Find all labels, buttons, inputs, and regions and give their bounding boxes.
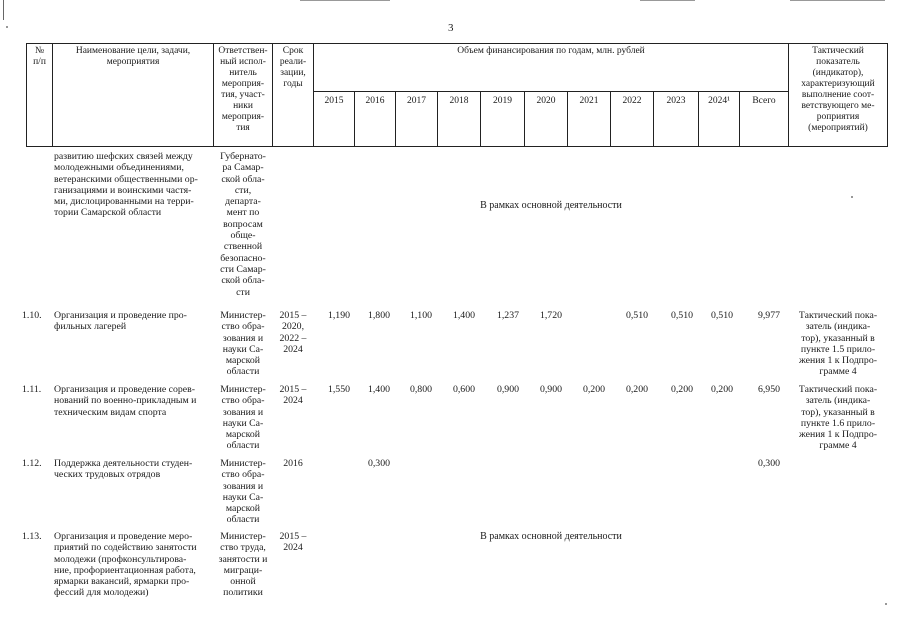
value-cell: 0,900: [496, 384, 519, 395]
value-cell: 0,200: [582, 384, 605, 395]
row-indicator: Тактический пока- затель (индика- тор), указанный в пункте 1.5 прило- жения 1 к Подпро- грамме 4: [798, 310, 878, 378]
row-number: 1.12.: [22, 458, 42, 469]
value-cell: 9,977: [757, 310, 780, 321]
year-header: 2024¹: [708, 96, 730, 106]
binding-mark: [3, 0, 4, 20]
row-note: В рамках основной деятельности: [480, 531, 622, 542]
row-name: Организация и проведение меро- приятий по содействию занятости молодежи (профконсультирова- ние, профориентационная работа, ярмарки вакансий, ярмарки про- фессий для молодежи): [54, 531, 197, 599]
header-name: Наименование цели, задачи, мероприятия: [75, 46, 191, 67]
scan-edge-mark: [640, 0, 695, 1]
row-term: 2016: [283, 458, 303, 469]
value-cell: 6,950: [757, 384, 780, 395]
header-num: № п/п: [33, 46, 46, 67]
row-name: развитию шефских связей между молодежными объединениями, ветеранскими общественными ор- ганизациями и воинскими частя- ми, дислоцированными на терри- тории Самарской области: [54, 151, 198, 219]
value-cell: 1,550: [327, 384, 350, 395]
year-header: 2020: [536, 96, 556, 106]
value-cell: 0,510: [670, 310, 693, 321]
row-executor: Министер- ство обра- зования и науки Са- марской области: [220, 310, 266, 378]
col-border: [887, 43, 888, 147]
row-note: В рамках основной деятельности: [480, 200, 622, 211]
row-number: 1.11.: [22, 384, 42, 395]
row-name: Организация и проведение про- фильных лагерей: [54, 310, 187, 333]
row-executor: Министер- ство обра- зования и науки Са- марской области: [220, 458, 266, 526]
value-cell: 1,800: [367, 310, 390, 321]
year-header: 2022: [622, 96, 642, 106]
row-term: 2015 – 2024: [279, 531, 307, 554]
year-header: 2023: [666, 96, 686, 106]
year-header: Всего: [752, 96, 776, 106]
col-border: [313, 43, 314, 147]
page-number: 3: [448, 22, 454, 34]
value-cell: 1,400: [452, 310, 475, 321]
row-executor: Министер- ство обра- зования и науки Са- марской области: [220, 384, 266, 452]
value-cell: 0,200: [710, 384, 733, 395]
row-term: 2015 – 2020, 2022 – 2024: [279, 310, 307, 355]
row-name: Поддержка деятельности студен- ческих трудовых отрядов: [54, 458, 193, 481]
header-bottom-border: [26, 146, 888, 147]
row-term: 2015 – 2024: [279, 384, 307, 407]
scan-edge-mark: [300, 0, 390, 1]
year-header: 2015: [324, 96, 344, 106]
year-header: 2018: [449, 96, 469, 106]
header-term: Срок реали- зации, годы: [279, 46, 307, 89]
year-header: 2021: [579, 96, 599, 106]
value-cell: 1,720: [539, 310, 562, 321]
scan-edge-mark: [790, 0, 885, 1]
row-executor: Губернато- ра Самар- ской обла- сти, департа- мент по вопросам обще- ственной безопасно- сти Самар- ской обла- сти: [220, 151, 266, 298]
value-cell: 0,300: [757, 458, 780, 469]
year-header: 2016: [365, 96, 385, 106]
row-name: Организация и проведение сорев- нований по военно-прикладным и техническим видам спорта: [54, 384, 197, 418]
header-financing: Объем финансирования по годам, млн. рублей: [457, 46, 645, 56]
row-number: 1.13.: [22, 531, 42, 542]
year-header: 2019: [493, 96, 512, 106]
row-executor: Министер- ство труда, занятости и миграци- онной политики: [218, 531, 268, 599]
header-executor: Ответствен- ный испол- нитель мероприя- тия, участ- ники мероприя- тия: [218, 46, 268, 133]
header-indicator: Тактический показатель (индикатор), характеризующий выполнение соот- ветствующего ме- роприятия (мероприятий): [801, 46, 875, 133]
scan-speck: [6, 26, 8, 28]
scan-speck: [851, 196, 853, 198]
row-number: 1.10.: [22, 310, 42, 321]
year-header-divider: [313, 91, 788, 92]
value-cell: 0,900: [539, 384, 562, 395]
value-cell: 0,800: [409, 384, 432, 395]
value-cell: 0,510: [625, 310, 648, 321]
value-cell: 1,100: [409, 310, 432, 321]
table-top-border: [26, 43, 888, 44]
scan-speck: [885, 603, 887, 605]
value-cell: 0,510: [710, 310, 733, 321]
value-cell: 0,600: [452, 384, 475, 395]
year-header: 2017: [407, 96, 426, 106]
value-cell: 0,200: [670, 384, 693, 395]
value-cell: 1,237: [496, 310, 519, 321]
value-cell: 1,190: [327, 310, 350, 321]
value-cell: 0,300: [367, 458, 390, 469]
row-indicator: Тактический пока- затель (индика- тор), указанный в пункте 1.6 прило- жения 1 к Подпро- грамме 4: [798, 384, 878, 452]
value-cell: 0,200: [625, 384, 648, 395]
value-cell: 1,400: [367, 384, 390, 395]
